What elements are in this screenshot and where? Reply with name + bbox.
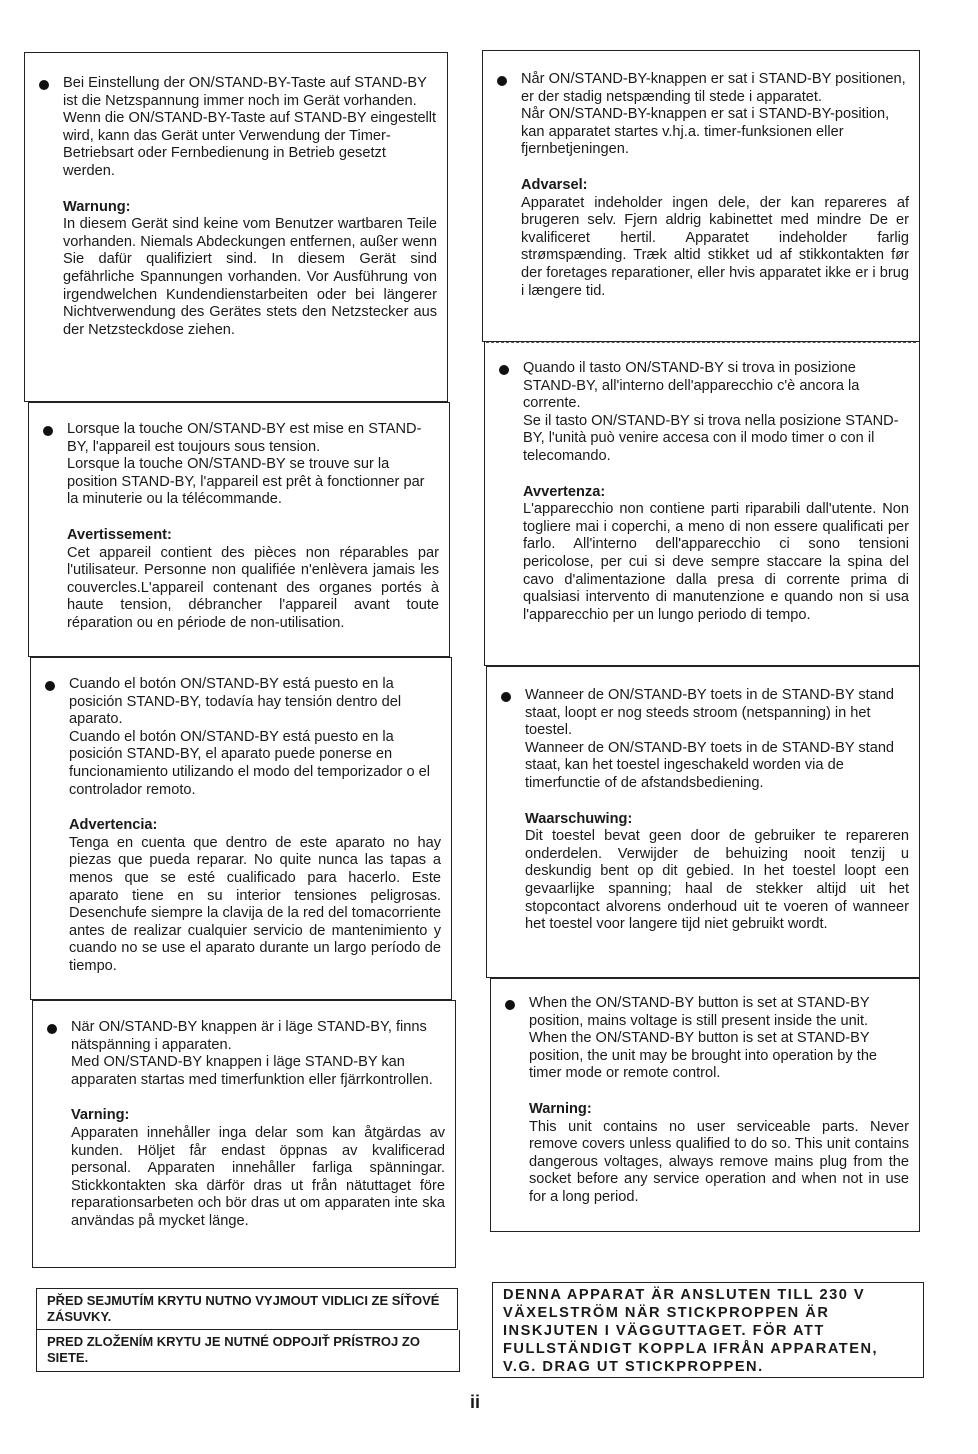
warning-text: This unit contains no user serviceable parts. Never remove covers unless qualified to do so. This unit contains dangerous voltages, always remove mains plug from the socket before any service operation and when not in use for a long period. (529, 1118, 909, 1205)
section-en (490, 978, 920, 1232)
bullet-icon (505, 1000, 515, 1010)
warning-title: Avertissement: (67, 526, 172, 543)
standby-note-1: Cuando el botón ON/STAND-BY está puesto en la posición STAND-BY, todavía hay tensión dentro del aparato. (69, 676, 402, 728)
warning-title: Varning: (71, 1107, 130, 1124)
standby-note-1: Bei Einstellung der ON/STAND-BY-Taste auf STAND-BY ist die Netzspannung immer noch im Gerät vorhanden. (63, 75, 427, 109)
page-number: ii (470, 1392, 481, 1412)
bullet-paragraph (495, 360, 909, 466)
notice-cz: PŘED SEJMUTÍM KRYTU NUTNO VYJMOUT VIDLICI ZE SÍŤOVÉ ZÁSUVKY. (36, 1288, 458, 1330)
section-it (484, 342, 920, 666)
warning-title: Avvertenza: (523, 483, 606, 500)
bullet-icon (43, 426, 53, 436)
warning-title: Waarschuwing: (525, 810, 633, 827)
standby-note-1: När ON/STAND-BY knappen är i läge STAND-BY, finns nätspänning i apparaten. (71, 1019, 427, 1053)
warning-text: Apparatet indeholder ingen dele, der kan repareres af brugeren selv. Fjern aldrig kabinettet med mindre De er kvalificeret hertil. Apparatet indeholder farlig strømspænding. Træk altid stikket ud af stikkontakten før der foretages reparationer, eller hvis apparatet ikke er i brug i længere tid. (521, 194, 909, 299)
section-da (482, 50, 920, 342)
bullet-paragraph (39, 421, 439, 509)
bullet-paragraph (497, 687, 909, 793)
bullet-paragraph (501, 995, 909, 1083)
standby-note-2: Lorsque la touche ON/STAND-BY se trouve sur la position STAND-BY, l'appareil est prêt à fonctionner par la minuterie ou la télécommande. (67, 456, 425, 508)
bullet-paragraph (41, 676, 441, 799)
warning-text: L'apparecchio non contiene parti riparabili dall'utente. Non togliere mai i coperchi, a meno di non essere qualificati per farlo. All'interno dell'apparecchio ci sono tensioni pericolose, per cui si deve sempre staccare la spina del cavo d'alimentazione dalla presa di corrente prima di qualsiasi intervento di manutenzione e quando non si usa l'apparecchio per un lungo periodo di tempo. (523, 501, 909, 623)
standby-note-2: Cuando el botón ON/STAND-BY está puesto en la posición STAND-BY, el aparato puede ponerse en funcionamiento utilizando el modo del temporizador o el controlador remoto. (69, 728, 431, 798)
bullet-icon (47, 1024, 57, 1034)
standby-note-2: Wanneer de ON/STAND-BY toets in de STAND-BY stand staat, kan het toestel ingeschakeld worden via de timerfunctie of de afstandsbediening. (525, 739, 895, 791)
warning-text: Dit toestel bevat geen door de gebruiker te repareren onderdelen. Verwijder de behuizing nooit tenzij u deskundig bent op dit gebied. In het toestel loopt een gevaarlijke spanning; haal de stekker altijd uit het stopcontact alvorens onderhoud uit te voeren of wanneer het toestel voor langere tijd niet gebruikt wordt. (525, 828, 909, 933)
standby-note-1: When the ON/STAND-BY button is set at STAND-BY position, mains voltage is still present inside the unit. (529, 995, 870, 1029)
warning-text: Tenga en cuenta que dentro de este aparato no hay piezas que pueda reparar. No quite nunca las tapas a menos que se esté cualificado para hacerlo. Este aparato tiene en su interior tensiones peligrosas. Desenchufe siempre la clavija de la red del tomacorriente antes de realizar cualquier servicio de mantenimiento y cuando no se use el aparato durante un largo período de tiempo. (69, 834, 441, 974)
standby-note-1: Lorsque la touche ON/STAND-BY est mise en STAND-BY, l'appareil est toujours sous tension. (67, 421, 422, 455)
standby-note-2: Med ON/STAND-BY knappen i läge STAND-BY kan apparaten startas med timerfunktion eller fjärrkontrollen. (71, 1054, 433, 1088)
bullet-paragraph (493, 71, 909, 159)
warning-text: In diesem Gerät sind keine vom Benutzer wartbaren Teile vorhanden. Niemals Abdeckungen entfernen, außer wenn Sie dafür qualifiziert sind. In diesem Gerät sind gefährliche Spannungen vorhanden. Vor Ausführung von irgendwelchen Kundendienstarbeiten oder bei längerer Nichtverwendung des Gerätes stets den Netzstecker aus der Netzsteckdose ziehen. (63, 216, 437, 338)
section-sv (32, 1000, 456, 1268)
section-es (30, 657, 452, 1000)
bullet-icon (39, 80, 49, 90)
notice-sv: DENNA APPARAT ÄR ANSLUTEN TILL 230 V VÄXELSTRÖM NÄR STICKPROPPEN ÄR INSKJUTEN I VÄGGUTTAGET. FÖR ATT FULLSTÄNDIGT KOPPLA IFRÅN APPARATEN, V.G. DRAG UT STICKPROPPEN. (492, 1282, 924, 1378)
standby-note-1: Wanneer de ON/STAND-BY toets in de STAND-BY stand staat, loopt er nog steeds stroom (netspanning) in het toestel. (525, 687, 895, 739)
bullet-paragraph (35, 75, 437, 181)
warning-title: Advertencia: (69, 817, 158, 834)
warning-text: Apparaten innehåller inga delar som kan åtgärdas av kunden. Höljet får endast öppnas av kvalificerad personal. Apparaten innehåller farliga spänningar. Stickkontakten ska därför dras ut från nätuttaget före reparationsarbeten och bör dras ut om apparaten inte ska användas på mycket länge. (71, 1124, 445, 1229)
section-de (24, 52, 448, 402)
bullet-icon (501, 692, 511, 702)
standby-note-1: Når ON/STAND-BY-knappen er sat i STAND-BY positionen, er der stadig netspænding til stede i apparatet. (521, 71, 906, 105)
bullet-icon (499, 365, 509, 375)
bullet-paragraph (43, 1019, 445, 1089)
standby-note-2: Se il tasto ON/STAND-BY si trova nella posizione STAND-BY, l'unità può venire accesa con il modo timer o con il telecomando. (523, 412, 899, 464)
bullet-icon (497, 76, 507, 86)
standby-note-2: When the ON/STAND-BY button is set at STAND-BY position, the unit may be brought into operation by the timer mode or remote control. (529, 1030, 878, 1082)
standby-note-1: Quando il tasto ON/STAND-BY si trova in posizione STAND-BY, all'interno dell'apparecchio c'è ancora la corrente. (523, 360, 860, 412)
warning-text: Cet appareil contient des pièces non réparables par l'utilisateur. Personne non qualifiée n'enlèvera jamais les couvercles.L'appareil contenant des organes portés à haute tension, débrancher l'appareil avant toute réparation ou en période de non-utilisation. (67, 544, 439, 631)
section-fr (28, 402, 450, 657)
bullet-icon (45, 681, 55, 691)
notice-sk: PRED ZLOŽENÍM KRYTU JE NUTNÉ ODPOJIŤ PRÍSTROJ ZO SIETE. (36, 1330, 460, 1372)
standby-note-2: Når ON/STAND-BY-knappen er sat i STAND-BY-position, kan apparatet startes v.hj.a. timer-funksionen eller fjernbetjeningen. (521, 106, 890, 158)
warning-title: Warning: (529, 1100, 592, 1117)
standby-note-2: Wenn die ON/STAND-BY-Taste auf STAND-BY eingestellt wird, kann das Gerät unter Verwendung der Timer-Betriebsart oder Fernbedienung in Betrieb gesetzt werden. (63, 110, 437, 179)
warning-title: Warnung: (63, 198, 131, 215)
warning-title: Advarsel: (521, 176, 588, 193)
section-nl (486, 666, 920, 978)
